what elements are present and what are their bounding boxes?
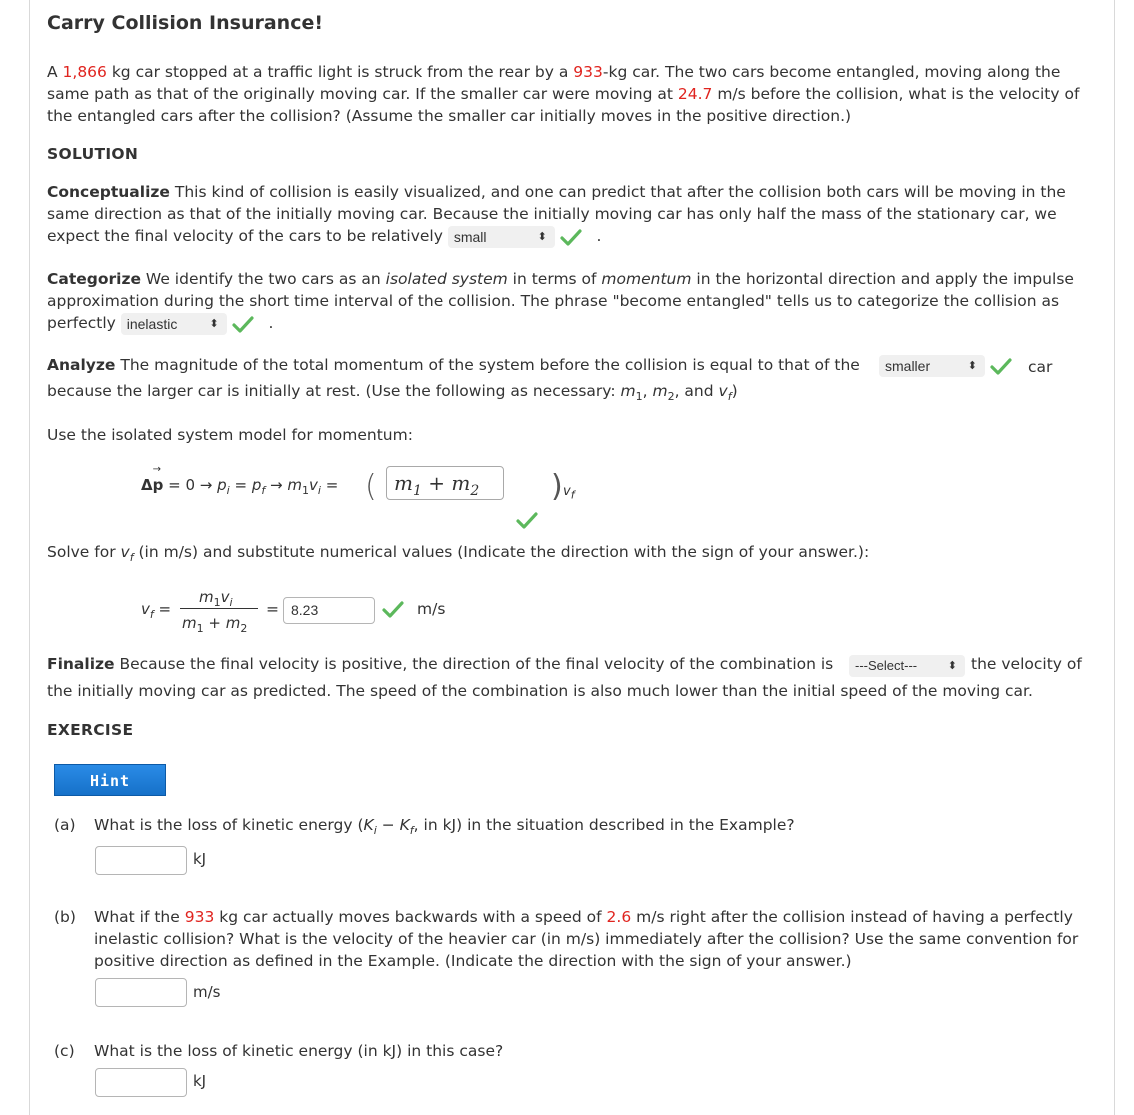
problem-statement: A 1,866 kg car stopped at a traffic light is struck from the rear by a 933-kg car. The two cars become entangled, moving along the same path as that of the originally moving car. If the smaller car were moving at 24.7 m/s before the collision, what is the velocity of the entangled cars after the collision? (Assume the smaller car initially moves in the positive direction.) (47, 63, 1080, 125)
fraction-denominator: $m_1 + m_2$ (182, 614, 248, 635)
conceptualize-paragraph: Conceptualize This kind of collision is easily visualized, and one can predict that after the collision both cars will be moving in the same direction as that of the initially moving car. Because the initially moving car has only half the mass of the stationary car, we expect the final velocity of the cars to be relatively small ⬍ . (47, 181, 1092, 248)
conceptualize-select[interactable]: small ⬍ (448, 226, 555, 248)
answer-a-unit: kJ (193, 850, 207, 868)
finalize-select[interactable]: ---Select--- ⬍ (849, 655, 965, 677)
categorize-select[interactable]: inelastic ⬍ (121, 313, 227, 335)
analyze-select[interactable]: smaller ⬍ (879, 355, 985, 377)
fraction-bar (180, 608, 258, 609)
check-icon (382, 600, 404, 618)
answer-c-unit: kJ (193, 1072, 207, 1090)
answer-a-input[interactable] (95, 846, 187, 875)
right-paren: ) (551, 469, 563, 504)
analyze-line1: Analyze The magnitude of the total momentum of the system before the collision is equal to that of the (47, 356, 860, 374)
vf-symbol: $v_f$ (563, 484, 575, 502)
solve-text: Solve for $v_f$ (in m/s) and substitute numerical values (Indicate the direction with the sign of your answer.): (47, 543, 870, 565)
finalize-line1: Finalize Because the final velocity is positive, the direction of the final velocity of the combination is (47, 655, 834, 673)
velocity-value: 24.7 (677, 85, 713, 103)
velocity-answer-input[interactable]: 8.23 (283, 597, 375, 624)
answer-b-unit: m/s (193, 983, 221, 1001)
check-icon (232, 315, 254, 333)
momentum-answer-input[interactable]: $m_1 + m_2$ (386, 466, 504, 500)
velocity-unit: m/s (417, 600, 446, 618)
momentum-equation: Δp → = $0 \to p_i = p_f \to m_1v_i$ = (141, 464, 339, 497)
chevron-updown-icon: ⬍ (209, 317, 219, 330)
fraction-numerator: $m_1v_i$ (199, 588, 233, 609)
analyze-car-word: car (1028, 358, 1053, 376)
page-title: Carry Collision Insurance! (47, 12, 324, 34)
analyze-line2: because the larger car is initially at rest. (Use the following as necessary: $m_1$, $m_2$, and $v_f$) (47, 382, 738, 404)
chevron-updown-icon: ⬍ (967, 360, 977, 372)
finalize-select-wrap (849, 655, 965, 677)
mass-small-value: 933 (573, 63, 603, 81)
check-icon (516, 511, 538, 529)
check-icon (990, 357, 1012, 375)
hint-button[interactable]: Hint (54, 764, 166, 796)
categorize-paragraph: Categorize We identify the two cars as an isolated system in terms of momentum in the horizontal direction and apply the impulse approximation during the short time interval of the collision. The phrase "become entangled" tells us to categorize the collision as perfectly inelastic ⬍ . (47, 268, 1092, 335)
finalize-line1-end: the velocity of (971, 655, 1082, 673)
check-icon (560, 228, 582, 246)
vf-lhs: $v_f$ = (141, 600, 172, 621)
answer-c-input[interactable] (95, 1068, 187, 1097)
mass-large-value: 1,866 (62, 63, 107, 81)
chevron-updown-icon: ⬍ (537, 230, 547, 243)
equals-sign: = (266, 600, 279, 618)
model-text: Use the isolated system model for momentum: (47, 426, 413, 444)
left-paren: ( (365, 469, 377, 504)
finalize-line2: the initially moving car as predicted. The speed of the combination is also much lower than the initial speed of the moving car. (47, 682, 1033, 700)
answer-b-input[interactable] (95, 978, 187, 1007)
exercise-header: EXERCISE (47, 721, 134, 739)
chevron-updown-icon: ⬍ (947, 660, 957, 672)
analyze-select-wrap (879, 355, 1012, 377)
solution-header: SOLUTION (47, 145, 139, 163)
